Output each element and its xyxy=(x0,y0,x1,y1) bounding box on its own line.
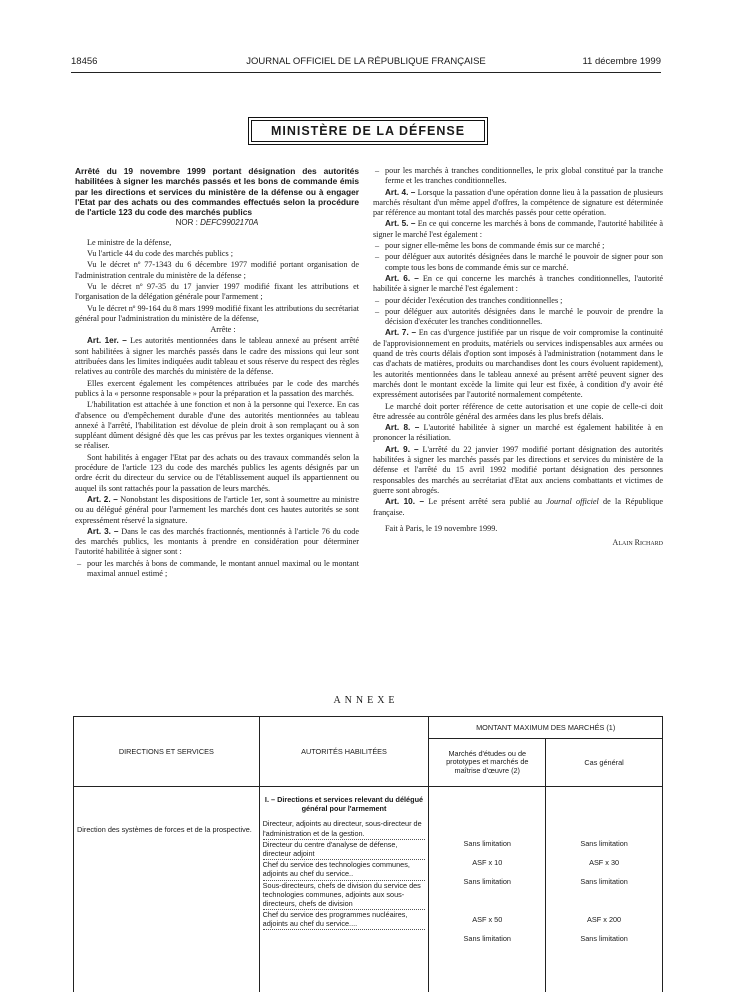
nor-reference xyxy=(75,218,359,228)
value-cell: Sans limitation xyxy=(463,877,511,887)
section-heading: I. – Directions et services relevant du délégué général pour l'armement xyxy=(264,795,424,814)
paragraph: Le marché doit porter référence de cette autorisation et une copie de celle-ci doit être adressée au contrôle général des armées dans les plus brefs délais. xyxy=(373,401,663,421)
list-item: – pour déléguer aux autorités désignées dans le marché le pouvoir de prendre la décision d'exécuter les tranches conditionnelles. xyxy=(373,307,663,328)
list-item: – pour déléguer aux autorités désignées dans le marché le pouvoir de signer pour son compte tous les bons de commande émis sur ce marché. xyxy=(373,252,663,273)
article-label: Art. 4. – xyxy=(385,187,416,197)
article-label: Art. 10. – xyxy=(385,497,425,507)
journal-title: JOURNAL OFFICIEL DE LA RÉPUBLIQUE FRANÇAISE xyxy=(246,56,486,67)
article-label: Art. 1er. – xyxy=(87,336,127,346)
article-5 xyxy=(373,219,663,240)
paragraph: Sont habilités à engager l'Etat par des achats ou des travaux commandés selon la procédure de l'article 123 du code des marchés publics les agents désignés par un ordre écrit du directeur du service ou de l'établissement auquel ils appartiennent ou auquel ils sont rattachés pour la passation de leurs marchés. xyxy=(75,452,359,493)
article-text: L'autorité habilitée à signer un marché est également habilitée à en prononcer la résiliation. xyxy=(373,423,663,443)
article-9 xyxy=(373,445,663,496)
arrete-heading: Arrête : xyxy=(210,325,236,335)
article-text: En ce qui concerne les marchés à tranches conditionnelles, l'autorité habilitée à signer le marché l'est également : xyxy=(373,273,663,294)
table-row: Directeur du centre d'analyse de défense, directeur adjoint xyxy=(263,840,426,860)
left-column xyxy=(75,166,359,580)
running-header xyxy=(71,56,661,70)
article-6 xyxy=(373,274,663,295)
annex-title: ANNEXE xyxy=(333,695,399,706)
list-item: – pour décider l'exécution des tranches conditionnelles ; xyxy=(373,296,663,306)
preamble-line: Vu l'article 44 du code des marchés publics ; xyxy=(87,249,234,259)
article-text: Lorsque la passation d'une opération donne lieu à la passation de plusieurs marchés résultant d'un même appel d'offres, la compétence de signature est déterminée par référence au montant total des marchés passés pour cette opération. xyxy=(373,187,663,218)
article-label: Art. 9. – xyxy=(385,444,419,454)
issue-date: 11 décembre 1999 xyxy=(582,56,661,67)
value-cell: Sans limitation xyxy=(580,877,628,887)
article-8 xyxy=(373,423,663,444)
value-cell: ASF x 30 xyxy=(589,858,620,868)
paragraph: Elles exercent également les compétences attribuées par le code des marchés publics à la « personne responsable » pour la préparation et la passation des marchés. xyxy=(75,378,359,398)
article-text: de la République française. xyxy=(373,497,663,517)
table-row: Chef du service des technologies communes, adjoints au chef du service.. xyxy=(263,860,426,880)
article-text: Nonobstant les dispositions de l'article 1er, sont à soumettre au ministre ou au délégué général pour l'armement les marchés dont ces hautes autorités se sont expressément réservé la signature. xyxy=(75,494,359,525)
article-10 xyxy=(373,497,663,518)
value-cell: ASF x 50 xyxy=(472,914,503,924)
table-cell-general xyxy=(546,787,663,992)
annex-table xyxy=(73,716,663,992)
article-3 xyxy=(75,527,359,558)
article-label: Art. 8. – xyxy=(385,423,420,433)
article-label: Art. 7. – xyxy=(385,328,417,338)
journal-officiel-ref: Journal officiel xyxy=(546,497,599,507)
nor-code: DEFC9902170A xyxy=(200,218,259,228)
article-text: Les autorités mentionnées dans le tableau annexé au présent arrêté sont habilitées à signer les marchés passés dans le cadre des missions qui leur sont attribuées dans les limites indiquées audit tableau et sous réserve du respect des règles relatives au contrôle des marchés du ministère de la défense. xyxy=(75,336,360,377)
column-header-etudes: Marchés d'études ou de prototypes et marchés de maîtrise d'œuvre (2) xyxy=(429,739,546,787)
value-cell: Sans limitation xyxy=(580,839,628,848)
article-4 xyxy=(373,188,663,219)
table-cell-autorites xyxy=(259,787,429,992)
list-item: – pour les marchés à tranches conditionnelles, le prix global constitué par la tranche ferme et les tranches conditionnelles. xyxy=(373,166,663,187)
table-cell-direction: Direction des systèmes de forces et de la prospective. xyxy=(74,787,260,992)
list-item: – pour les marchés à bons de commande, le montant annuel maximal ou le montant maximal annuel estimé ; xyxy=(75,559,359,580)
table-row: Chef du service des programmes nucléaires, adjoints au chef du service.... xyxy=(263,910,426,929)
article-text: En ce qui concerne les marchés à bons de commande, l'autorité habilitée à signer le marché l'est également : xyxy=(373,219,663,239)
paragraph: L'habilitation est attachée à une fonction et non à la personne qui l'exerce. En cas d'absence ou d'empêchement durable d'une des autorités mentionnées au tableau annexé à l'arrêté, l'habilitation est dévolue de plein droit à son remplaçant ou à son suppléant dûment désigné dès que les cas prévus par les textes organiques viennent à se réaliser. xyxy=(75,400,359,451)
ministry-name: MINISTÈRE DE LA DÉFENSE xyxy=(251,120,485,142)
value-cell: ASF x 10 xyxy=(472,858,503,868)
signature-place-date: Fait à Paris, le 19 novembre 1999. xyxy=(385,523,498,533)
page-number: 18456 xyxy=(71,56,98,67)
preamble-line: Vu le décret nº 97-35 du 17 janvier 1997 modifié fixant les attributions et l'organisation de la délégation générale pour l'armement ; xyxy=(75,281,359,302)
header-rule xyxy=(71,72,661,73)
value-cell: Sans limitation xyxy=(463,933,511,943)
table-row: Directeur, adjoints au directeur, sous-directeur de l'administration et de la gestion. xyxy=(263,819,426,839)
column-header-directions: DIRECTIONS ET SERVICES xyxy=(74,717,260,787)
right-column xyxy=(373,166,663,549)
article-label: Art. 6. – xyxy=(385,273,419,283)
column-header-general: Cas général xyxy=(546,739,663,787)
article-2 xyxy=(75,495,359,526)
article-7 xyxy=(373,328,663,400)
article-1 xyxy=(75,336,359,377)
preamble-line: Vu le décret nº 77-1343 du 6 décembre 1977 modifié portant organisation de l'administration centrale du ministère de la défense ; xyxy=(75,260,359,280)
value-cell: Sans limitation xyxy=(580,933,628,943)
list-item: – pour signer elle-même les bons de commande émis sur ce marché ; xyxy=(373,241,663,251)
value-cell: ASF x 200 xyxy=(587,914,622,924)
table-cell-etudes xyxy=(429,787,546,992)
nor-label: NOR : xyxy=(175,218,198,228)
article-text: L'arrêté du 22 janvier 1997 modifié portant désignation des autorités habilitées à signer les marchés passés par les directions et services du ministère de la défense et l'arrêté du 15 avril 1992 modifié portant désignation des personnes responsables des marchés au secrétariat d'Etat aux anciens combattants et victimes de guerre sont abrogés. xyxy=(373,444,663,495)
article-text: Dans le cas des marchés fractionnés, mentionnés à l'article 76 du code des marchés publics, les montants à prendre en considération pour déterminer l'autorité habilitée à signer sont : xyxy=(75,526,360,557)
article-label: Art. 3. – xyxy=(87,526,119,536)
preamble-line: Vu le décret nº 99-164 du 8 mars 1999 modifié fixant les attributions du secrétariat général pour l'administration du ministère de la défense, xyxy=(75,303,359,323)
column-header-montant: MONTANT MAXIMUM DES MARCHÉS (1) xyxy=(429,717,663,739)
ministry-box xyxy=(248,117,488,145)
decree-title: Arrêté du 19 novembre 1999 portant désignation des autorités habilitées à signer les marchés passés et les bons de commande émis par les directions et services du ministère de la défense ou à engager l'Etat par des achats ou des commandes effectués selon la procédure de l'article 123 du code des marchés publics xyxy=(75,166,359,218)
table-row: Sous-directeurs, chefs de division du service des technologies communes, adjoints aux sous-directeurs, chefs de division xyxy=(263,881,426,911)
value-cell: Sans limitation xyxy=(463,839,511,848)
column-header-autorites: AUTORITÉS HABILITÉES xyxy=(259,717,429,787)
preamble-line: Le ministre de la défense, xyxy=(87,237,172,247)
article-label: Art. 5. – xyxy=(385,219,416,229)
article-text: Le présent arrêté sera publié au xyxy=(428,497,547,507)
article-label: Art. 2. – xyxy=(87,494,118,504)
signatory: Alain Richard xyxy=(612,538,663,548)
article-text: En cas d'urgence justifiée par un risque de voir compromise la continuité de l'approvisionnement en produits, matériels ou services indispensables aux armées ou quand de très courts délais d'option sont imposés à l'administration (notamment dans le cas d'achats de matières, produits ou marchandises dont les cours évoluent rapidement), les autorités mentionnées dans le tableau annexé au présent arrêté peuvent signer des marchés dont le montant excède la limite qui leur est fixée, à condition d'y avoir été expressément autorisées par l'autorité normalement compétente. xyxy=(373,328,663,400)
